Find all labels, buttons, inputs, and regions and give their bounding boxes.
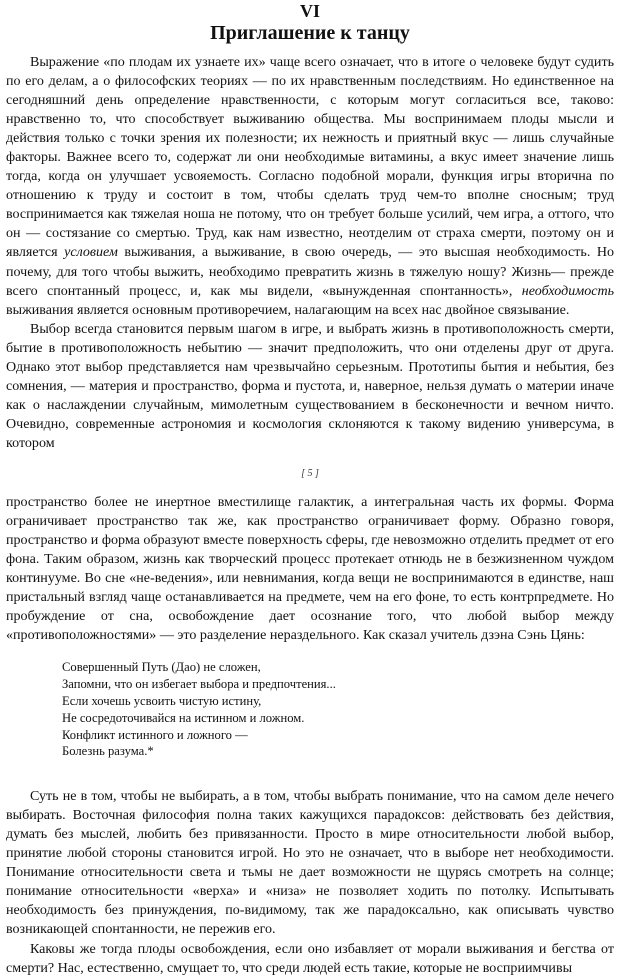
chapter-title: Приглашение к танцу (210, 22, 410, 44)
paragraph-3: пространство более не инертное вместилище галактик, а интегральная часть их формы. Форма ограничивает пространство так же, как пространство ограничивает форму. Образно говоря, пространство и форма образуют вместе поверхность сферы, где невозможно отделить предмет от его фона. Таким образом, жизнь как творческий процесс протекает отнюдь не в безжизненном чуждом континууме. Во сне «не-ведения», или невнимания, когда вещи не воспринимаются в единстве, наш пристальный взгляд чаще останавливается на предмете, чем на его фоне, то есть контрпредмете. Но пробуждение от сна, освобождение дает осознание того, что любой выбор между «противоположностями» — это разделение нераздельного. Как сказал учитель дзэна Сэнь Цянь: (6, 493, 614, 644)
paragraph-1-text-c: выживания является основным противоречием, налагающим на всех нас двойное связывание. (6, 301, 570, 318)
paragraph-4: Суть не в том, чтобы не выбирать, а в том, чтобы выбрать понимание, что на самом деле нечего выбирать. Восточная философия полна таких кажущихся парадоксов: действовать без действия, думать без мыслей, любить без привязанности. Просто в мире относительности любой выбор, принятие любой стороны становится игрой. Но это не означает, что в выборе нет необходимости. Понимание относительности света и тьмы не дает возможности не щурясь смотреть на солнце; понимание относительности «верха» и «низа» не позволяет ходить по потолку. Испытывать необходимость без принуждения, по-видимому, так же парадоксально, как описывать чувство возникающей спонтанности, не пережив его. (6, 788, 614, 938)
paragraph-2: Выбор всегда становится первым шагом в игре, и выбрать жизнь в противоположность смерти, бытие в противоположность небытию — значит предположить, что они отделены друг от друга. Однако этот выбор представляется нам чрезвычайно серьезным. Прототипы бытия и небытия, без сомнения, — материя и пространство, форма и пустота, и, наверное, нельзя думать о материи иначе как о наслаждении случайным, мимолетным существованием в бесконечности и вечном ничто. Очевидно, современные астрономия и космология склоняются к такому видению универсума, в котором (6, 320, 614, 451)
emphasis-condition: условием (64, 244, 118, 261)
chapter-number: VI (299, 1, 320, 21)
poem-line: Если хочешь усвоить чистую истину, (62, 693, 262, 708)
poem-line: Совершенный Путь (Дао) не сложен, (62, 660, 261, 675)
page-number: [ 5 ] (301, 467, 319, 479)
paragraph-1 (6, 53, 614, 320)
poem-line: Болезнь разума.* (62, 744, 154, 759)
paragraph-5: Каковы же тогда плоды освобождения, если оно избавляет от морали выживания и бегства от смерти? Нас, естественно, смущает то, что среди людей есть такие, которые не восприимчивы (6, 940, 614, 976)
emphasis-necessity: необходимость (521, 282, 614, 299)
poem-line: Не сосредоточивайся на истинном и ложном. (62, 710, 305, 725)
paragraph-1-text-a: Выражение «по плодам их узнаете их» чаще всего означает, что в итоге о человеке будут судить по его делам, а о философских теориях — по их нравственным последствиям. Но единственное на сегодняшний день определение нравственности, с которым могут согласиться все, таково: нравственно то, что способствует выживанию общества. Мы воспринимаем плоды мысли и действия только с точки зрения их полезности; их нежность и приятный вкус — лишь случайные факторы. Важнее всего то, содержат ли они необходимые витамины, а вкус имеет значение лишь тогда, когда он улучшает усвояемость. Согласно подобной морали, функция игры вторична по отношению к труду и состоит в том, чтобы сделать труд чем-то вполне сносным; труд воспринимается как тяжелая ноша не потому, что он требует больше усилий, чем игра, а оттого, что он — состязание со смертью. Труд, как нам известно, неотделим от страха смерти, поэтому он и является (6, 54, 614, 261)
poem-line: Запомни, что он избегает выбора и предпочтения... (62, 677, 336, 692)
poem-line: Конфликт истинного и ложного — (62, 727, 248, 742)
paragraph-1-text-b: выживания, а выживание, в свою очередь, — это высшая необходимость. Но почему, для того чтобы выжить, необходимо превратить жизнь в тяжелую ношу? Жизнь— прежде всего спонтанный процесс, и, как мы видели, «вынужденная спонтанность», (6, 244, 614, 299)
poem-quote (62, 659, 614, 760)
